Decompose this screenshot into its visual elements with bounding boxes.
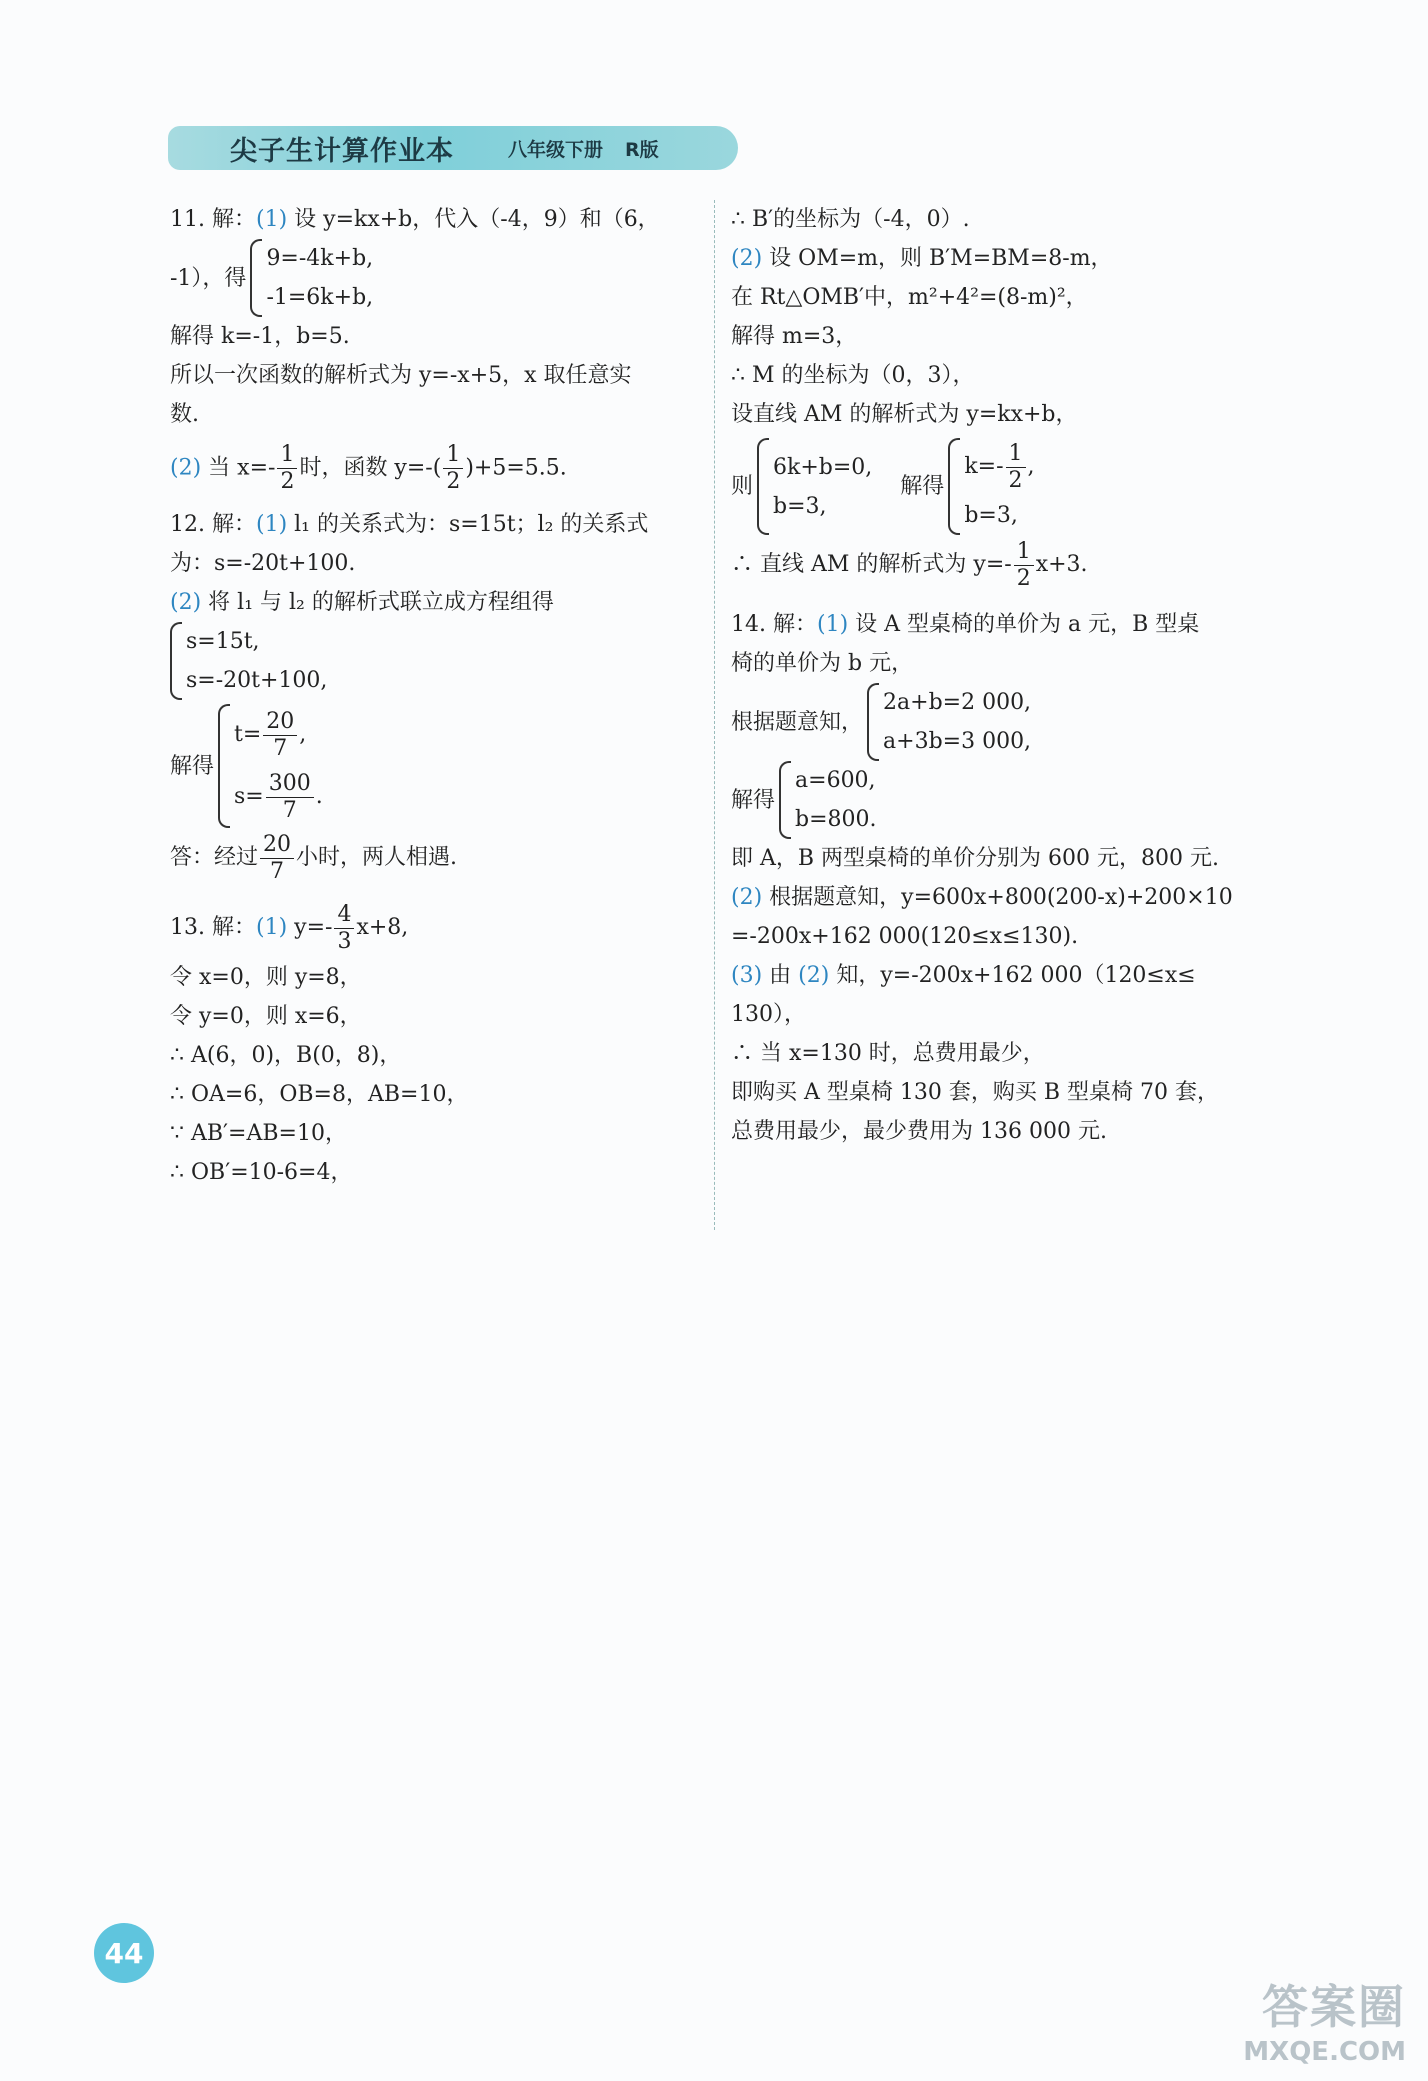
q14-line9: ∴ 当 x=130 时，总费用最少， <box>731 1041 1045 1066</box>
q13c-line2: (2) 设 OM=m，则 B′M=BM=8-m， <box>731 246 1113 271</box>
q13c-system: 则 6k+b=0, b=3, 解得 k=- $\frac{1}{2}$ , b=3, <box>731 438 1261 535</box>
q14-line1: 14. 解：(1) 设 A 型桌椅的单价为 a 元，B 型桌 <box>731 612 1200 637</box>
brace-icon <box>250 239 262 317</box>
left-column <box>170 200 695 1192</box>
brace-icon <box>867 683 879 761</box>
q14-system: 根据题意知， 2a+b=2 000, a+3b=3 000, <box>731 683 1261 761</box>
q13-line5: ∴ OA=6，OB=8，AB=10， <box>170 1082 469 1107</box>
q13c-line1: ∴ B′的坐标为（-4，0）. <box>731 207 970 232</box>
q13-line1: 13. 解：(1) y=- $\frac{4}{3}$ x+8, <box>170 901 409 954</box>
q13c-line3: 在 Rt△OMB′中，m²+4²=(8-m)²， <box>731 285 1088 310</box>
brace-icon <box>779 761 791 839</box>
q12-line2: 为：s=-20t+100. <box>170 551 356 576</box>
q13c-line6: 设直线 AM 的解析式为 y=kx+b， <box>731 402 1078 427</box>
q12-system: s=15t, s=-20t+100, <box>170 622 695 700</box>
q12-answer: 答：经过 $\frac{20}{7}$ 小时，两人相遇. <box>170 831 458 884</box>
q12-line3: (2) 将 l₁ 与 l₂ 的解析式联立成方程组得 <box>170 590 554 615</box>
q14-line4: 即 A，B 两型桌椅的单价分别为 600 元，800 元. <box>731 846 1219 871</box>
right-column <box>731 200 1261 1151</box>
book-title: 尖子生计算作业本 <box>230 135 454 167</box>
edition-label: R版 <box>625 138 659 161</box>
q11-part2: (2) 当 x=- $\frac{1}{2}$ 时，函数 y=-( $\frac{1}{2}$ )+5=5.5. <box>170 442 567 494</box>
q14-line7: (3) 由 (2) 知，y=-200x+162 000（120≤x≤ <box>731 963 1196 988</box>
watermark-logo: 答案圈 MXQE.COM <box>1243 1980 1406 2067</box>
q14-line5: (2) 根据题意知，y=600x+800(200-x)+200×10 <box>731 885 1233 910</box>
q11-line5: 数. <box>170 402 199 427</box>
q11-line3: 解得 k=-1，b=5. <box>170 324 350 349</box>
q13c-line4: 解得 m=3， <box>731 324 858 349</box>
q13-line2: 令 x=0，则 y=8， <box>170 965 362 990</box>
q13c-line7: ∴ 直线 AM 的解析式为 y=- $\frac{1}{2}$ x+3. <box>731 538 1088 591</box>
q11-line4: 所以一次函数的解析式为 y=-x+5，x 取任意实 <box>170 363 632 388</box>
q14-line2: 椅的单价为 b 元， <box>731 651 914 676</box>
q12-line1: 12. 解：(1) l₁ 的关系式为：s=15t；l₂ 的关系式 <box>170 512 649 537</box>
q12-solution: 解得 t= $\frac{20}{7}$ , s= $\frac{300}{7}$ . <box>170 704 695 828</box>
brace-icon <box>948 438 960 535</box>
q14-line8: 130）， <box>731 1002 806 1027</box>
q13-line7: ∴ OB′=10-6=4， <box>170 1160 353 1185</box>
page-number: 44 <box>94 1923 154 1983</box>
q11-system: -1），得 9=-4k+b, -1=6k+b, <box>170 239 695 317</box>
brace-icon <box>170 622 182 700</box>
q13c-line5: ∴ M 的坐标为（0，3）， <box>731 363 975 388</box>
q13-line6: ∵ AB′=AB=10， <box>170 1121 347 1146</box>
grade-label: 八年级下册 <box>508 138 604 161</box>
q14-line6: =-200x+162 000(120≤x≤130). <box>731 924 1079 949</box>
column-divider <box>714 200 715 1230</box>
q14-line10: 即购买 A 型桌椅 130 套，购买 B 型桌椅 70 套， <box>731 1080 1219 1105</box>
q11-line1: 11. 解：(1) 设 y=kx+b，代入（-4，9）和（6， <box>170 207 660 232</box>
brace-icon <box>218 704 230 828</box>
q14-solution: 解得 a=600, b=800. <box>731 761 1261 839</box>
q14-line11: 总费用最少，最少费用为 136 000 元. <box>731 1119 1107 1144</box>
brace-icon <box>757 438 769 535</box>
q13-line3: 令 y=0，则 x=6， <box>170 1004 362 1029</box>
book-header-banner <box>168 126 738 170</box>
q13-line4: ∴ A(6，0)，B(0，8)， <box>170 1043 402 1068</box>
